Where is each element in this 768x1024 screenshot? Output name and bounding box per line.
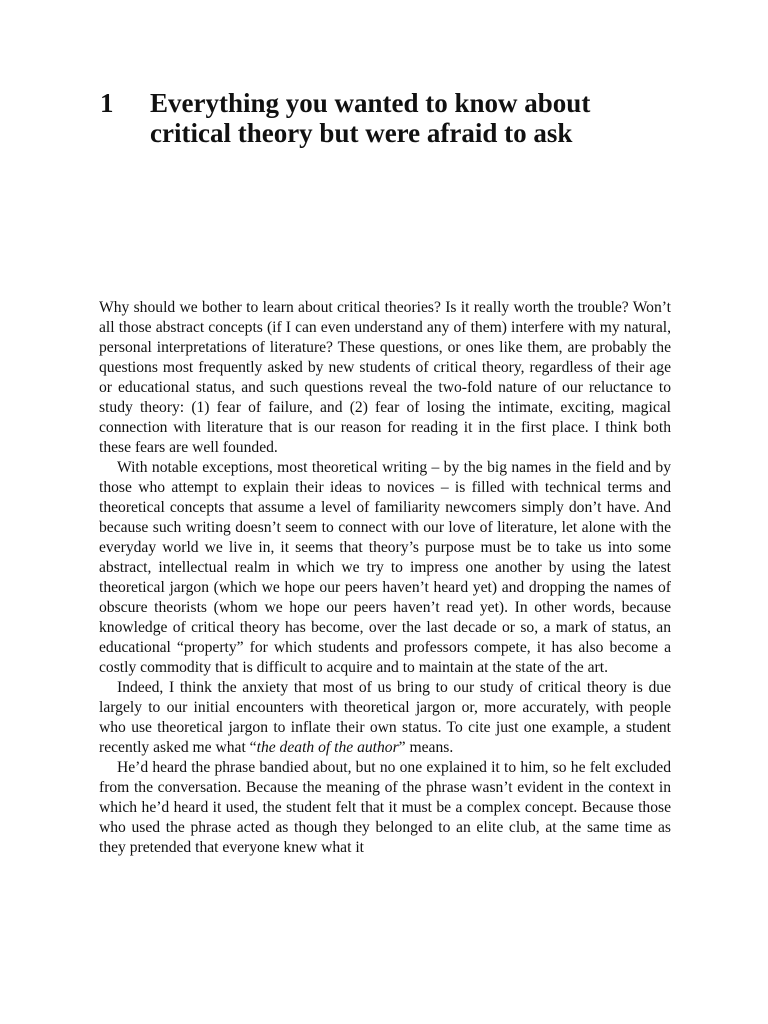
chapter-heading	[100, 88, 680, 148]
paragraph-3-text-after: ” means.	[398, 739, 454, 756]
paragraph-3	[99, 678, 671, 758]
chapter-title-line-2: critical theory but were afraid to ask	[150, 118, 573, 148]
chapter-title-line-1: Everything you wanted to know about	[150, 88, 591, 118]
paragraph-4: He’d heard the phrase bandied about, but no one explained it to him, so he felt excluded from the conversation. Because the meaning of the phrase wasn’t evident in the context in which he’d heard it used, the student felt that it must be a complex concept. Because those who used the phrase acted as though they belonged to an elite club, at the same time as they pretended that everyone knew what it	[99, 759, 671, 856]
chapter-number: 1	[100, 88, 114, 118]
paragraph-1: Why should we bother to learn about critical theories? Is it really worth the trouble? Won’t all those abstract concepts (if I can even understand any of them) interfere with my natural, personal interpretations of literature? These questions, or ones like them, are probably the questions most frequently asked by new students of critical theory, regardless of their age or educational status, and such questions reveal the two-fold nature of our reluctance to study theory: (1) fear of failure, and (2) fear of losing the intimate, exciting, magical connection with literature that is our reason for reading it in the first place. I think both these fears are well founded.	[99, 299, 671, 456]
body-text	[99, 298, 671, 858]
chapter-title	[150, 88, 670, 148]
paragraph-3-text-before: Indeed, I think the anxiety that most of us bring to our study of critical theory is due largely to our initial encounters with theoretical jargon or, more accurately, with people who use theoretical jargon to inflate their own status. To cite just one example, a student recently asked me what “	[99, 679, 671, 756]
paragraph-2: With notable exceptions, most theoretical writing – by the big names in the field and by those who attempt to explain their ideas to novices – is filled with technical terms and theoretical concepts that assume a level of familiarity newcomers simply don’t have. And because such writing doesn’t seem to connect with our love of literature, let alone with the everyday world we live in, it seems that theory’s purpose must be to take us into some abstract, intellectual realm in which we try to impress one another by using the latest theoretical jargon (which we hope our peers haven’t heard yet) and dropping the names of obscure theorists (whom we hope our peers haven’t read yet). In other words, because knowledge of critical theory has become, over the last decade or so, a mark of status, an educational “property” for which students and professors compete, it has also become a costly commodity that is difficult to acquire and to maintain at the state of the art.	[99, 459, 671, 676]
paragraph-3-italic-phrase: the death of the author	[256, 739, 399, 756]
